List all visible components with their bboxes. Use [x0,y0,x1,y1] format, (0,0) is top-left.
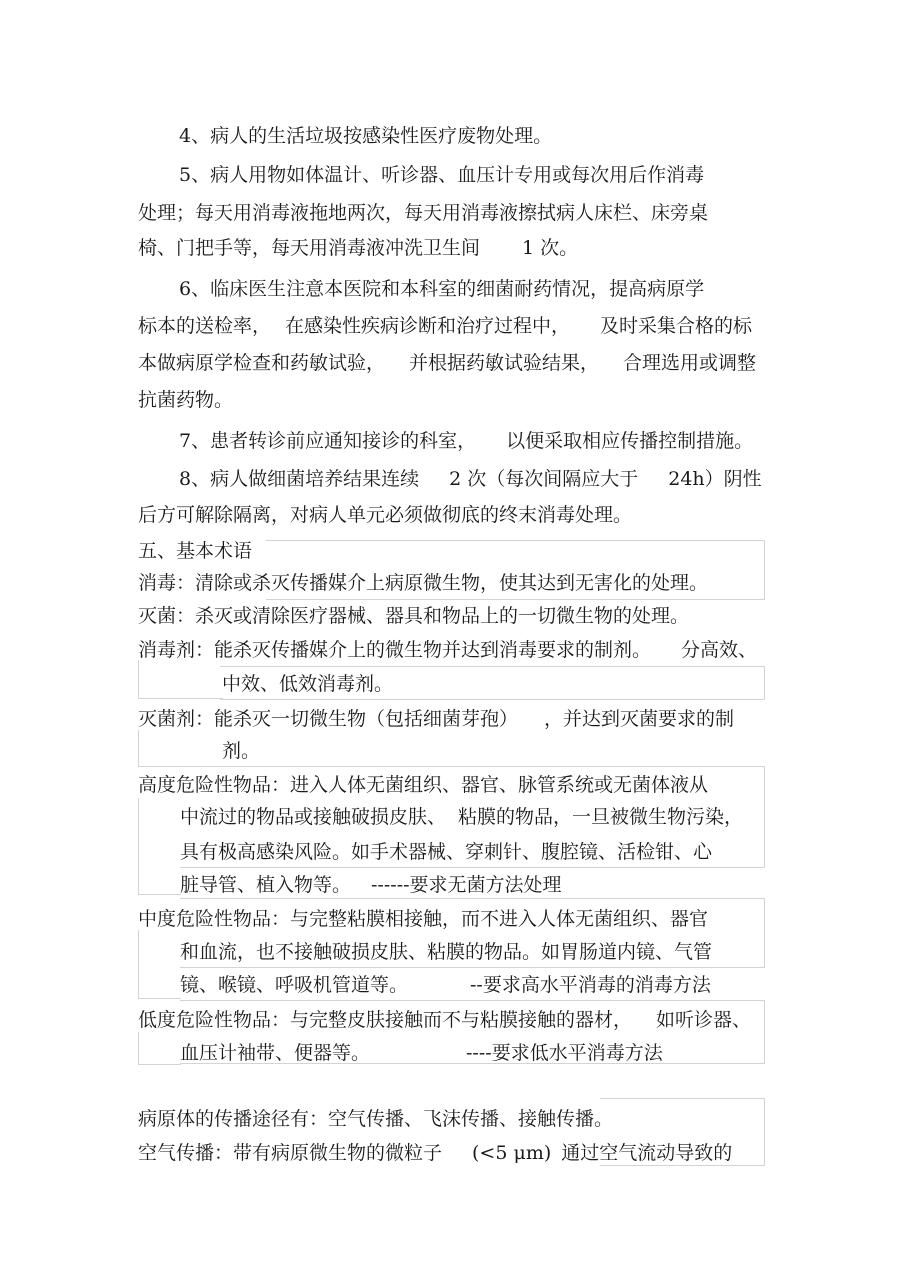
item-5-line-3: 椅、门把手等，每天用消毒液冲洗卫生间 1 次。 [138,237,579,259]
term-high-risk-line-2: 中流过的物品或接触破损皮肤、 粘膜的物品，一旦被微生物污染， [180,806,744,828]
table-border [138,730,223,767]
term-high-risk: 高度危险性物品：进入人体无菌组织、器官、脉管系统或无菌体液从 [138,774,709,796]
table-border [138,1032,181,1065]
term-high-risk-line-3: 具有极高感染风险。如手术器械、穿刺针、腹腔镜、活检钳、心 [180,841,713,863]
item-4: 4、病人的生活垃圾按感染性医疗废物处理。 [179,125,553,147]
item-8: 8、病人做细菌培养结果连续 2 次（每次间隔应大于 24h）阴性 [179,468,762,490]
term-disinfection: 消毒：清除或杀灭传播媒介上病原微生物，使其达到无害化的处理。 [138,572,709,594]
term-low-risk: 低度危险性物品：与完整皮肤接触而不与粘膜接触的器材， 如听诊器、 [138,1009,752,1031]
table-border [138,798,181,895]
term-disinfectant: 消毒剂：能杀灭传播媒介上的微生物并达到消毒要求的制剂。 分高效、 [138,639,758,661]
item-6-line-4: 抗菌药物。 [138,389,234,411]
term-low-risk-line-2: 血压计袖带、便器等。 ----要求低水平消毒方法 [180,1042,663,1064]
item-5: 5、病人用物如体温计、听诊器、血压计专用或每次用后作消毒 [179,164,705,186]
term-sterilization: 灭菌：杀灭或清除医疗器械、器具和物品上的一切微生物的处理。 [138,605,690,627]
term-sterilant: 灭菌剂：能杀灭一切微生物（包括细菌芽孢） ，并达到灭菌要求的制 [138,708,735,730]
section-title: 五、基本术语 [138,540,253,562]
item-6-line-2: 标本的送检率， 在感染性疾病诊断和治疗过程中， 及时采集合格的标 [138,315,753,337]
table-border [138,930,181,999]
item-7: 7、患者转诊前应通知接诊的科室， 以便采取相应传播控制措施。 [179,430,754,452]
item-6-line-3: 本做病原学检查和药敏试验， 并根据药敏试验结果， 合理选用或调整 [138,352,757,374]
term-disinfectant-line-2: 中效、低效消毒剂。 [222,673,394,695]
transmission-routes: 病原体的传播途径有：空气传播、飞沫传播、接触传播。 [138,1108,614,1130]
term-airborne: 空气传播：带有病原微生物的微粒子 (<5 μm) 通过空气流动导致的 [138,1142,733,1164]
term-mid-risk: 中度危险性物品：与完整粘膜相接触，而不进入人体无菌组织、器官 [138,908,709,930]
term-sterilant-line-2: 剂。 [222,740,261,762]
item-8-line-2: 后方可解除隔离，对病人单元必须做彻底的终末消毒处理。 [138,504,633,526]
term-mid-risk-line-3: 镜、喉镜、呼吸机管道等。 --要求高水平消毒的消毒方法 [180,974,711,996]
term-high-risk-line-4: 脏导管、植入物等。 ------要求无菌方法处理 [180,874,562,896]
term-mid-risk-line-2: 和血流，也不接触破损皮肤、粘膜的物品。如胃肠道内镜、气管 [180,941,713,963]
item-6: 6、临床医生注意本医院和本科室的细菌耐药情况，提高病原学 [179,278,705,300]
item-5-line-2: 处理；每天用消毒液拖地两次，每天用消毒液擦拭病人床栏、床旁桌 [138,202,709,224]
table-border [138,660,223,699]
